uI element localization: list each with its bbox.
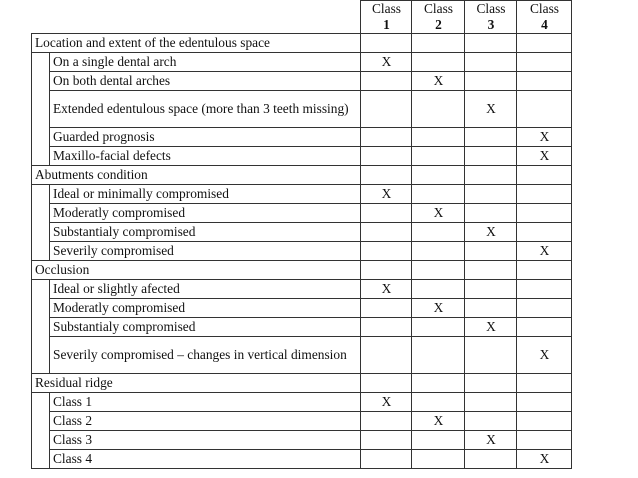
table-row xyxy=(32,450,572,469)
class-1-mark xyxy=(361,128,412,147)
section-header-row xyxy=(32,34,572,53)
class-2-mark: X xyxy=(412,412,465,431)
class-3-mark xyxy=(465,450,517,469)
class-3-mark xyxy=(465,53,517,72)
class-3-mark: X xyxy=(465,318,517,337)
class-4-mark xyxy=(517,299,572,318)
class-1-mark xyxy=(361,147,412,166)
class-3-mark xyxy=(465,204,517,223)
header-class-2: Class 2 xyxy=(412,1,465,34)
criterion-label: Class 1 xyxy=(50,393,361,412)
class-1-mark xyxy=(361,431,412,450)
criterion-label: Ideal or slightly afected xyxy=(50,280,361,299)
class-4-mark: X xyxy=(517,242,572,261)
class-1-mark xyxy=(361,242,412,261)
indent-spacer xyxy=(32,393,50,469)
class-1-mark xyxy=(361,450,412,469)
criterion-label: Severily compromised xyxy=(50,242,361,261)
class-3-mark xyxy=(465,185,517,204)
class-4-mark xyxy=(517,72,572,91)
class-3-mark xyxy=(465,393,517,412)
class-4-mark xyxy=(517,53,572,72)
table-row xyxy=(32,393,572,412)
table-row xyxy=(32,72,572,91)
class-3-mark xyxy=(465,412,517,431)
class-3-mark: X xyxy=(465,223,517,242)
criterion-label: Substantialy compromised xyxy=(50,223,361,242)
class-2-mark xyxy=(412,53,465,72)
table-row xyxy=(32,91,572,128)
class-2-mark xyxy=(412,242,465,261)
table-row xyxy=(32,53,572,72)
criterion-label: Maxillo-facial defects xyxy=(50,147,361,166)
class-1-mark: X xyxy=(361,53,412,72)
section-header-row xyxy=(32,374,572,393)
class-4-mark xyxy=(517,393,572,412)
class-4-mark xyxy=(517,280,572,299)
indent-spacer xyxy=(32,280,50,374)
criterion-label: Class 2 xyxy=(50,412,361,431)
section-title: Occlusion xyxy=(32,261,361,280)
header-row xyxy=(32,1,572,34)
criterion-label: Moderatly compromised xyxy=(50,204,361,223)
class-2-mark xyxy=(412,91,465,128)
classification-table xyxy=(31,0,572,469)
class-4-mark xyxy=(517,431,572,450)
class-2-mark xyxy=(412,223,465,242)
table-row xyxy=(32,299,572,318)
class-4-mark xyxy=(517,223,572,242)
table-row xyxy=(32,318,572,337)
table-row xyxy=(32,204,572,223)
class-4-mark: X xyxy=(517,128,572,147)
class-3-mark xyxy=(465,242,517,261)
class-2-mark xyxy=(412,128,465,147)
class-4-mark: X xyxy=(517,450,572,469)
class-3-mark xyxy=(465,337,517,374)
class-1-mark xyxy=(361,91,412,128)
class-2-mark xyxy=(412,185,465,204)
header-class-4: Class 4 xyxy=(517,1,572,34)
section-header-row xyxy=(32,166,572,185)
class-1-mark: X xyxy=(361,393,412,412)
class-4-mark xyxy=(517,412,572,431)
class-3-mark xyxy=(465,72,517,91)
class-4-mark: X xyxy=(517,337,572,374)
class-1-mark xyxy=(361,299,412,318)
table-row xyxy=(32,242,572,261)
class-4-mark xyxy=(517,91,572,128)
class-2-mark: X xyxy=(412,204,465,223)
class-2-mark xyxy=(412,337,465,374)
section-title: Location and extent of the edentulous space xyxy=(32,34,361,53)
class-3-mark: X xyxy=(465,431,517,450)
class-2-mark xyxy=(412,147,465,166)
class-3-mark xyxy=(465,147,517,166)
section-title: Abutments condition xyxy=(32,166,361,185)
table-row xyxy=(32,223,572,242)
criterion-label: Substantialy compromised xyxy=(50,318,361,337)
table-row xyxy=(32,412,572,431)
class-2-mark xyxy=(412,318,465,337)
criterion-label: On both dental arches xyxy=(50,72,361,91)
header-class-3: Class 3 xyxy=(465,1,517,34)
class-1-mark xyxy=(361,412,412,431)
class-4-mark xyxy=(517,204,572,223)
class-3-mark xyxy=(465,128,517,147)
class-2-mark xyxy=(412,450,465,469)
class-2-mark xyxy=(412,280,465,299)
criterion-label: On a single dental arch xyxy=(50,53,361,72)
criterion-label: Severily compromised – changes in vertical dimension xyxy=(50,337,361,374)
class-1-mark xyxy=(361,223,412,242)
class-2-mark xyxy=(412,431,465,450)
section-title: Residual ridge xyxy=(32,374,361,393)
header-blank-cell xyxy=(32,1,361,34)
criterion-label: Class 3 xyxy=(50,431,361,450)
class-4-mark xyxy=(517,185,572,204)
class-3-mark xyxy=(465,299,517,318)
criterion-label: Class 4 xyxy=(50,450,361,469)
indent-spacer xyxy=(32,53,50,166)
class-3-mark: X xyxy=(465,91,517,128)
class-4-mark: X xyxy=(517,147,572,166)
criterion-label: Ideal or minimally compromised xyxy=(50,185,361,204)
criterion-label: Moderatly compromised xyxy=(50,299,361,318)
table-row xyxy=(32,128,572,147)
table-row xyxy=(32,337,572,374)
class-1-mark: X xyxy=(361,185,412,204)
table-row xyxy=(32,147,572,166)
class-1-mark xyxy=(361,318,412,337)
criterion-label: Guarded prognosis xyxy=(50,128,361,147)
class-3-mark xyxy=(465,280,517,299)
class-1-mark xyxy=(361,204,412,223)
criterion-label: Extended edentulous space (more than 3 teeth missing) xyxy=(50,91,361,128)
class-1-mark xyxy=(361,337,412,374)
section-header-row xyxy=(32,261,572,280)
class-2-mark: X xyxy=(412,72,465,91)
class-2-mark xyxy=(412,393,465,412)
class-1-mark: X xyxy=(361,280,412,299)
table-row xyxy=(32,431,572,450)
class-2-mark: X xyxy=(412,299,465,318)
class-1-mark xyxy=(361,72,412,91)
table-row xyxy=(32,185,572,204)
header-class-1: Class 1 xyxy=(361,1,412,34)
table-row xyxy=(32,280,572,299)
indent-spacer xyxy=(32,185,50,261)
class-4-mark xyxy=(517,318,572,337)
